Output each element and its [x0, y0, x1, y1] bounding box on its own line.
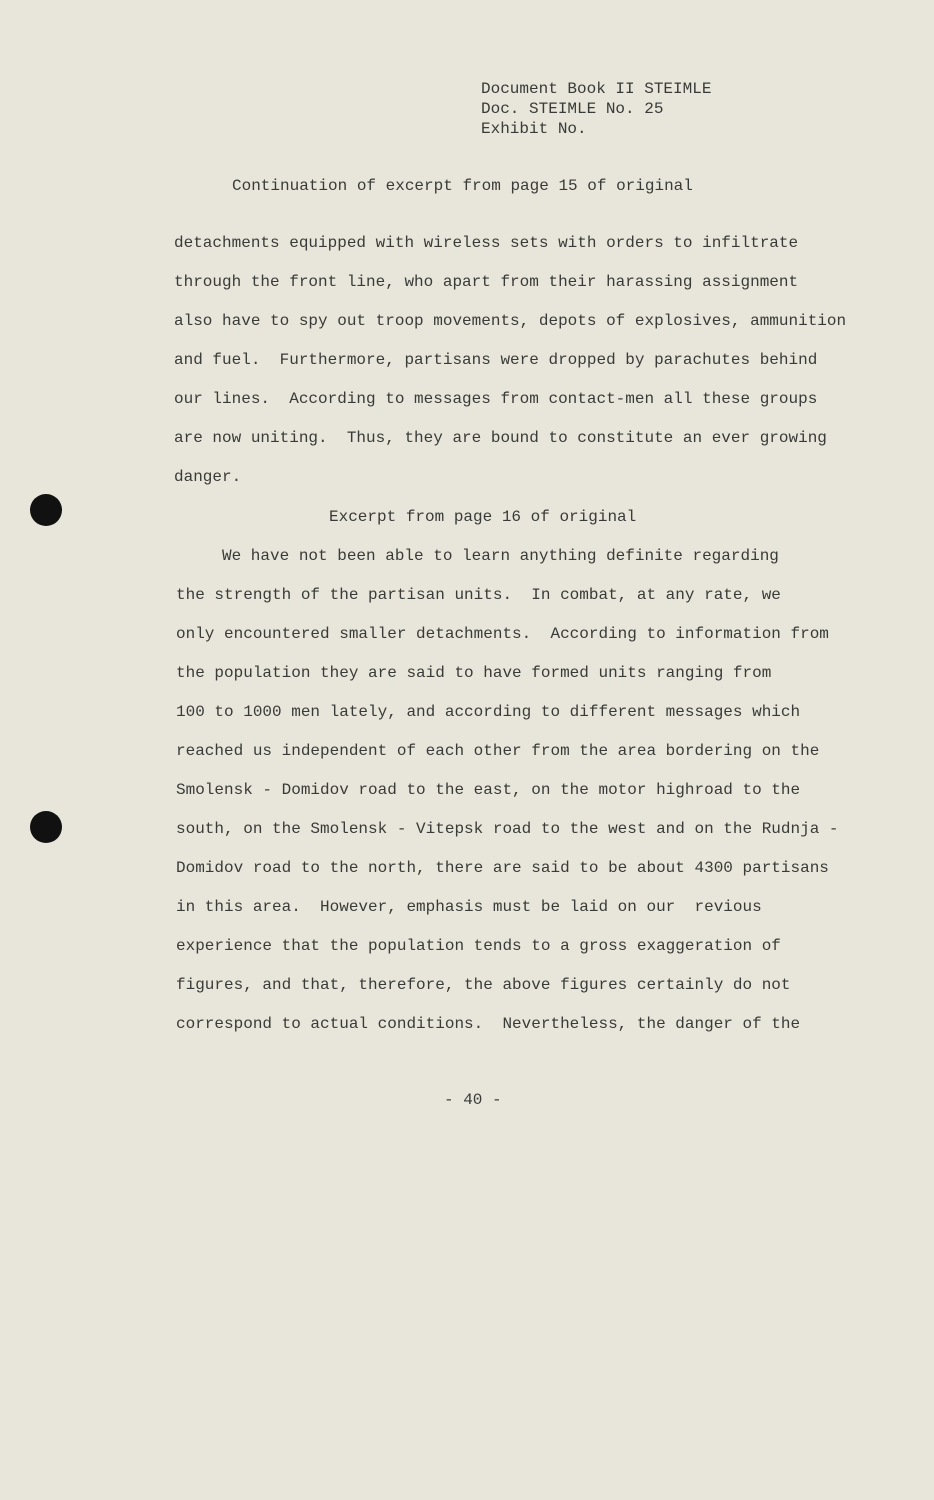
text-line: south, on the Smolensk - Vitepsk road to the west and on the Rudnja -	[176, 820, 839, 838]
text-line: in this area. However, emphasis must be laid on our revious	[176, 898, 762, 916]
text-line: We have not been able to learn anything definite regarding	[222, 547, 779, 565]
text-line: also have to spy out troop movements, depots of explosives, ammunition	[174, 312, 847, 330]
page-number: - 40 -	[444, 1091, 502, 1109]
text-line: and fuel. Furthermore, partisans were dropped by parachutes behind	[174, 351, 818, 369]
header-line: Document Book II STEIMLE	[481, 80, 712, 98]
text-line: only encountered smaller detachments. According to information from	[176, 625, 829, 643]
punch-hole	[30, 494, 62, 526]
text-line: through the front line, who apart from their harassing assignment	[174, 273, 799, 291]
header-line: Doc. STEIMLE No. 25	[481, 100, 664, 118]
header-line: Exhibit No.	[481, 120, 587, 138]
text-line: figures, and that, therefore, the above figures certainly do not	[176, 976, 791, 994]
section-heading: Excerpt from page 16 of original	[329, 508, 637, 526]
text-line: Domidov road to the north, there are said to be about 4300 partisans	[176, 859, 829, 877]
text-line: detachments equipped with wireless sets with orders to infiltrate	[174, 234, 799, 252]
punch-hole	[30, 811, 62, 843]
section-heading: Continuation of excerpt from page 15 of original	[232, 177, 693, 195]
text-line: our lines. According to messages from contact-men all these groups	[174, 390, 818, 408]
text-line: danger.	[174, 468, 242, 486]
text-line: 100 to 1000 men lately, and according to different messages which	[176, 703, 801, 721]
text-line: the population they are said to have formed units ranging from	[176, 664, 772, 682]
text-line: reached us independent of each other from the area bordering on the	[176, 742, 820, 760]
text-line: experience that the population tends to a gross exaggeration of	[176, 937, 781, 955]
text-line: correspond to actual conditions. Nevertheless, the danger of the	[176, 1015, 801, 1033]
text-line: Smolensk - Domidov road to the east, on the motor highroad to the	[176, 781, 801, 799]
text-line: are now uniting. Thus, they are bound to constitute an ever growing	[174, 429, 827, 447]
text-line: the strength of the partisan units. In combat, at any rate, we	[176, 586, 781, 604]
